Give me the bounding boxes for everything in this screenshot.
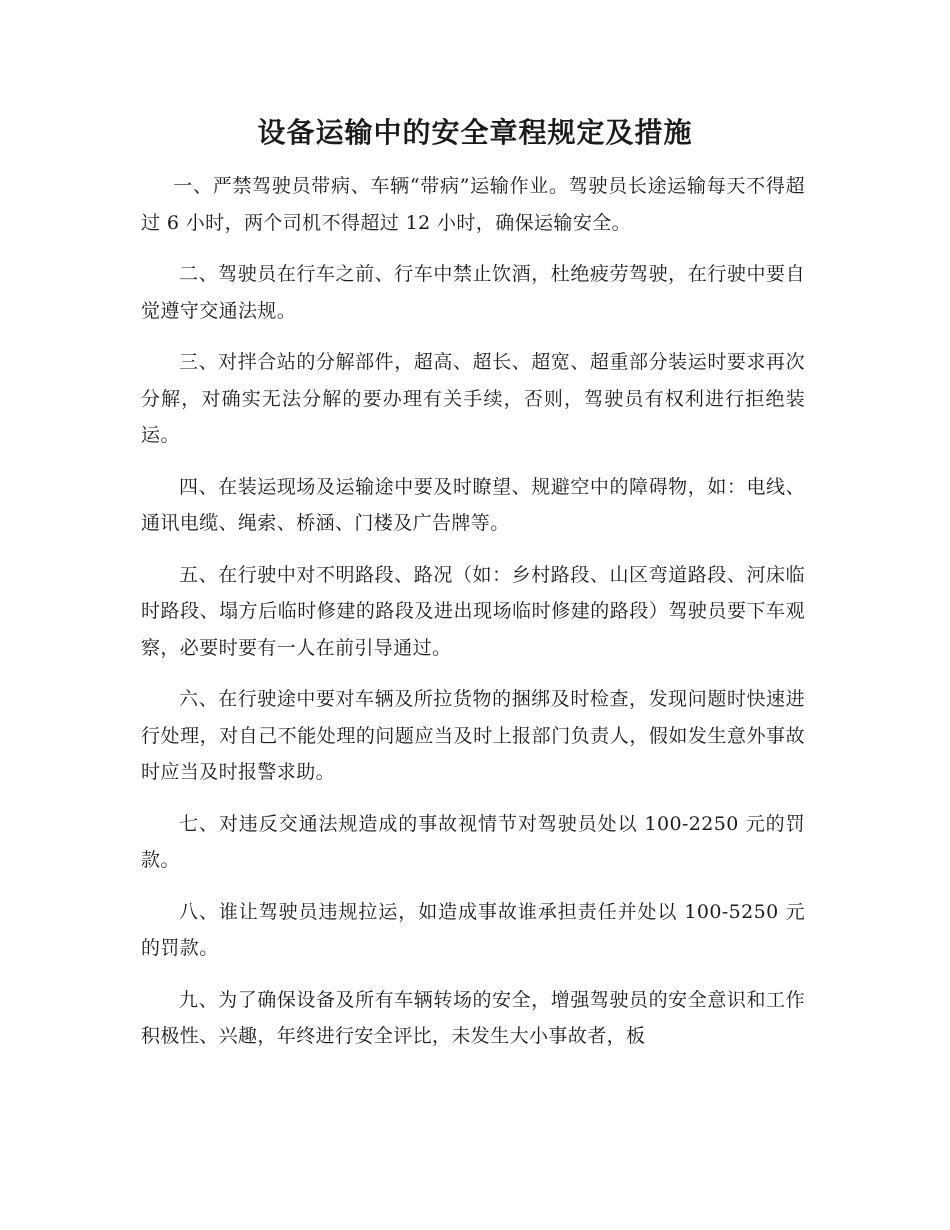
paragraph-2: 二、驾驶员在行车之前、行车中禁止饮酒，杜绝疲劳驾驶，在行驶中要自觉遵守交通法规。 bbox=[141, 263, 805, 322]
paragraph-5: 五、在行驶中对不明路段、路况（如：乡村路段、山区弯道路段、河床临时路段、塌方后临时修建的路段及进出现场临时修建的路段）驾驶员要下车观察，必要时要有一人在前引导通过。 bbox=[141, 563, 805, 659]
document-title: 设备运输中的安全章程规定及措施 bbox=[257, 116, 693, 149]
paragraph-3: 三、对拌合站的分解部件，超高、超长、超宽、超重部分装运时要求再次分解，对确实无法分解的要办理有关手续，否则，驾驶员有权利进行拒绝装运。 bbox=[141, 351, 805, 446]
paragraph-9: 九、为了确保设备及所有车辆转场的安全，增强驾驶员的安全意识和工作积极性、兴趣，年终进行安全评比，未发生大小事故者，板 bbox=[141, 988, 805, 1047]
paragraph-4: 四、在装运现场及运输途中要及时瞭望、规避空中的障碍物，如：电线、通讯电缆、绳索、桥涵、门楼及广告牌等。 bbox=[141, 475, 805, 534]
paragraph-7: 七、对违反交通法规造成的事故视情节对驾驶员处以 100-2250 元的罚款。 bbox=[141, 812, 805, 871]
paragraph-1: 一、严禁驾驶员带病、车辆“带病”运输作业。驾驶员长途运输每天不得超过 6 小时，两个司机不得超过 12 小时，确保运输安全。 bbox=[141, 175, 805, 234]
paragraph-8: 八、谁让驾驶员违规拉运，如造成事故谁承担责任并处以 100-5250 元的罚款。 bbox=[141, 900, 805, 959]
document-body bbox=[141, 168, 805, 1055]
paragraph-6: 六、在行驶途中要对车辆及所拉货物的捆绑及时检查，发现问题时快速进行处理，对自己不能处理的问题应当及时上报部门负责人，假如发生意外事故时应当及时报警求助。 bbox=[141, 688, 805, 783]
